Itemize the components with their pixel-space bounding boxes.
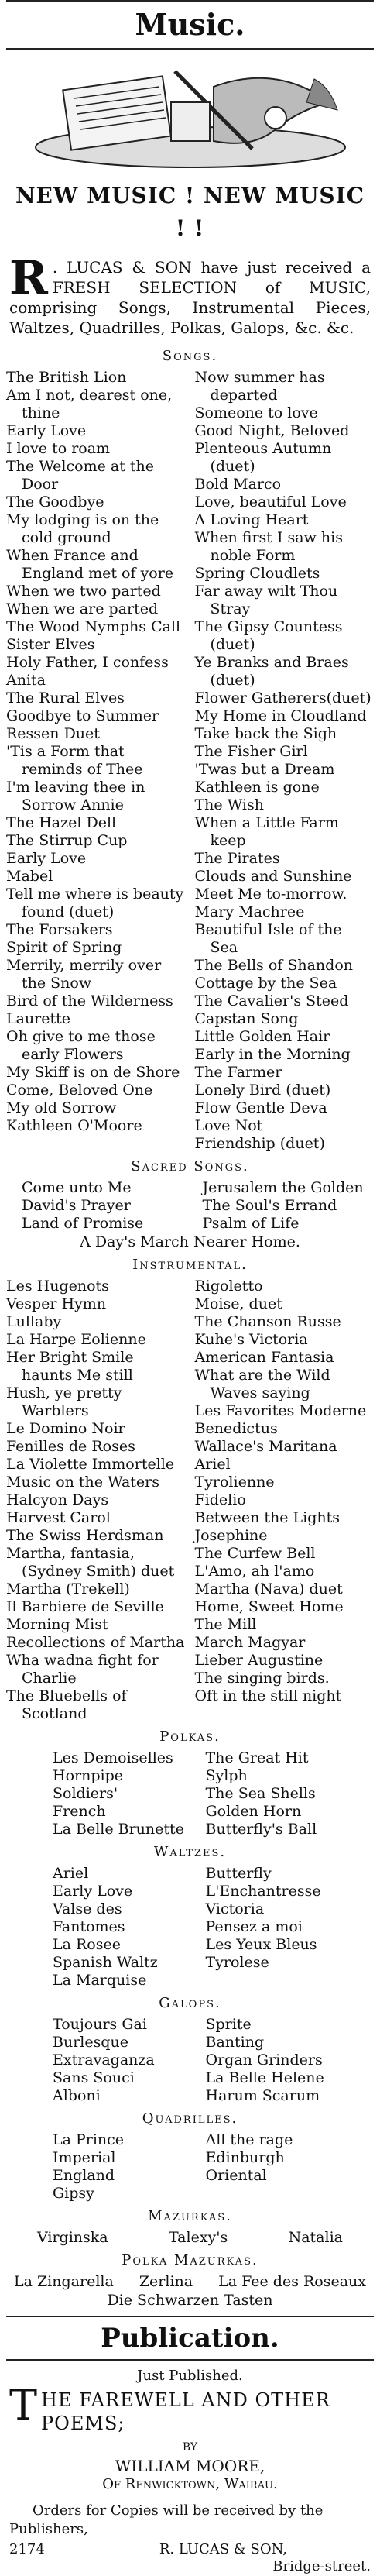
instrumental-right-column: [195, 1278, 375, 1723]
polkas-right-column: [206, 1749, 344, 1838]
list-item: Hush, ye pretty Warblers: [6, 1384, 122, 1419]
list-item: My Skiff is on de Shore: [6, 1064, 180, 1081]
list-item: Sprite: [205, 2016, 252, 2033]
heading-rule: [6, 48, 374, 50]
sacred-left-column: [22, 1179, 193, 1233]
list-item: American Fantasia: [194, 1349, 334, 1366]
list-item: A Loving Heart: [194, 511, 309, 528]
list-item: Recollections of Martha: [6, 1634, 185, 1651]
list-item: Ariel: [194, 1456, 231, 1473]
list-item: La Zingarella: [14, 2273, 114, 2290]
list-item: The Gipsy Countess (duet): [194, 618, 343, 653]
sacred-songs-list: [6, 1179, 374, 1233]
book-title: [9, 2381, 371, 2435]
list-item: Capstan Song: [194, 1010, 299, 1027]
list-item: Early Love: [6, 850, 87, 867]
list-item: L'Amo, ah l'amo: [194, 1563, 315, 1580]
list-item: Far away wilt Thou Stray: [194, 583, 338, 617]
list-item: When we are parted: [6, 600, 159, 617]
publisher-name: R. LUCAS & SON,: [159, 2541, 287, 2557]
list-item: Oft in the still night: [194, 1687, 342, 1704]
list-item: The Chanson Russe: [194, 1313, 341, 1330]
list-item: Take back the Sigh: [194, 725, 337, 742]
list-item: Holy Father, I confess: [6, 654, 169, 671]
list-item: Tyrolienne: [194, 1474, 275, 1491]
publication-heading: Publication.: [101, 2323, 279, 2354]
drop-cap: R: [9, 251, 48, 305]
list-item: Tell me where is beauty found (duet): [6, 886, 184, 920]
list-item: Lonely Bird (duet): [194, 1082, 331, 1099]
author-name: WILLIAM MOORE,: [115, 2457, 265, 2475]
list-item: The Wood Nymphs Call: [6, 618, 181, 635]
list-item: The Sea Shells: [205, 1785, 316, 1802]
list-item: Wallace's Maritana: [194, 1438, 337, 1455]
music-heading: Music.: [135, 7, 245, 42]
waltzes-heading: Waltzes.: [153, 1844, 227, 1860]
list-item: Moise, duet: [194, 1295, 282, 1312]
list-item: Now summer has departed: [194, 369, 325, 404]
list-item: Cottage by the Sea: [194, 975, 337, 992]
list-item: Kuhe's Victoria: [194, 1331, 308, 1348]
list-item: My Home in Cloudland: [194, 707, 367, 724]
list-item: Les Hugenots: [6, 1278, 109, 1295]
list-item: Clouds and Sunshine: [194, 868, 352, 885]
list-item: Oh give to me those early Flowers: [6, 1028, 156, 1063]
list-item: I love to roam: [6, 440, 111, 457]
list-item: Fidelio: [194, 1491, 246, 1508]
list-item: La Fee des Roseaux: [218, 2273, 366, 2290]
list-item: When we two parted: [6, 583, 161, 600]
list-item: Victoria: [205, 1900, 265, 1917]
quadrilles-right-column: [206, 2131, 344, 2203]
list-item: England: [53, 2167, 115, 2184]
list-item: Valse des Fantomes: [53, 1900, 125, 1935]
list-item: Meet Me to-morrow.: [194, 886, 347, 903]
waltzes-list: [6, 1865, 374, 1990]
list-item: Halcyon Days: [6, 1491, 109, 1508]
list-item: The Swiss Herdsman: [6, 1527, 164, 1544]
list-item: Natalia: [288, 2229, 343, 2246]
list-item: Beautiful Isle of the Sea: [194, 921, 342, 956]
list-item: Mary Machree: [194, 903, 305, 920]
list-item: Good Night, Beloved: [194, 422, 350, 439]
galops-right-column: [206, 2016, 344, 2105]
list-item: Come, Beloved One: [6, 1082, 153, 1099]
list-item: Spanish Waltz: [53, 1954, 158, 1971]
polka-mazurkas-list: [6, 2273, 374, 2291]
list-item: Extravaganza: [53, 2052, 155, 2069]
list-item: Jerusalem the Golden: [202, 1179, 364, 1196]
list-item: Tyrolese: [205, 1954, 269, 1971]
list-item: Zerlina: [139, 2273, 193, 2290]
list-item: Music on the Waters: [6, 1474, 159, 1491]
list-item: The singing birds.: [194, 1670, 330, 1687]
list-item: Fenilles de Roses: [6, 1438, 135, 1455]
list-item: Spring Cloudlets: [194, 565, 320, 582]
songs-list: [6, 369, 374, 1153]
list-item: The Stirrup Cup: [6, 832, 128, 849]
list-item: The Farmer: [194, 1064, 282, 1081]
just-published: Just Published.: [137, 2368, 243, 2384]
list-item: Kathleen O'Moore: [6, 1117, 142, 1134]
street-line: [9, 2557, 371, 2576]
sacred-last-item: A Day's March Nearer Home.: [80, 1233, 300, 1250]
list-item: The Mill: [194, 1616, 257, 1633]
list-item: Virginska: [37, 2229, 108, 2246]
list-item: Little Golden Hair: [194, 1028, 330, 1045]
list-item: Oriental: [205, 2167, 267, 2184]
list-item: Alboni: [53, 2087, 101, 2104]
list-item: Her Bright Smile haunts Me still: [6, 1349, 134, 1384]
list-item: Am I not, dearest one, thine: [6, 387, 173, 421]
polka-mazurkas-last: Die Schwarzen Tasten: [107, 2292, 273, 2309]
list-item: Sister Elves: [6, 636, 95, 653]
author-place: Of Renwicktown, Wairau.: [102, 2476, 278, 2492]
list-item: Early Love: [6, 422, 87, 439]
list-item: Land of Promise: [22, 1215, 144, 1232]
list-item: Pensez a moi: [205, 1918, 303, 1935]
new-music-banner: NEW MUSIC ! NEW MUSIC ! !: [15, 183, 365, 241]
list-item: Psalm of Life: [202, 1215, 300, 1232]
list-item: La Rosee: [53, 1936, 121, 1953]
publication-rule: [6, 2359, 374, 2361]
mazurkas-heading: Mazurkas.: [148, 2208, 232, 2224]
instrumental-left-column: [6, 1278, 186, 1723]
top-rule: [6, 0, 374, 2]
title-drop-cap: T: [9, 2381, 39, 2430]
list-item: David's Prayer: [22, 1197, 131, 1214]
list-item: 'Twas but a Dream: [194, 761, 335, 778]
list-item: Bold Marco: [194, 476, 282, 493]
list-item: Talexy's: [168, 2229, 228, 2246]
list-item: Flower Gatherers(duet): [194, 690, 371, 707]
polkas-heading: Polkas.: [159, 1728, 221, 1745]
list-item: Wha wadna fight for Charlie: [6, 1652, 159, 1687]
list-item: March Magyar: [194, 1634, 306, 1651]
list-item: The Curfew Bell: [194, 1545, 316, 1562]
list-item: Burlesque: [53, 2034, 128, 2051]
list-item: Between the Lights: [194, 1509, 341, 1526]
list-item: Soldiers': [53, 1785, 118, 1802]
mazurkas-list: [6, 2229, 374, 2247]
intro-paragraph: [9, 251, 371, 338]
instrumental-heading: Instrumental.: [132, 1257, 248, 1273]
list-item: The Forsakers: [6, 921, 113, 938]
list-item: Ressen Duet: [6, 725, 100, 742]
polkas-left-column: [53, 1749, 190, 1838]
list-item: Harvest Carol: [6, 1509, 111, 1526]
list-item: What are the Wild Waves saying: [194, 1367, 330, 1401]
list-item: Benedictus: [194, 1420, 278, 1437]
list-item: Early in the Morning: [194, 1046, 351, 1063]
list-item: Rigoletto: [194, 1278, 263, 1295]
publisher-line: [9, 2540, 371, 2559]
list-item: L'Enchantresse: [205, 1883, 321, 1900]
list-item: Merrily, merrily over the Snow: [6, 957, 162, 992]
list-item: Les Demoiselles: [53, 1749, 173, 1766]
list-item: Love Not: [194, 1117, 263, 1134]
galops-heading: Galops.: [159, 1995, 221, 2011]
list-item: Sans Souci: [53, 2069, 135, 2086]
list-item: Organ Grinders: [205, 2052, 323, 2069]
list-item: The Goodbye: [6, 494, 104, 511]
polkas-list: [6, 1749, 374, 1838]
waltzes-left-column: [53, 1865, 190, 1990]
list-item: Sylph: [205, 1767, 248, 1784]
list-item: The Hazel Dell: [6, 814, 117, 831]
songs-left-column: [6, 369, 186, 1153]
list-item: The Pirates: [194, 850, 280, 867]
list-item: 'Tis a Form that reminds of Thee: [6, 743, 143, 778]
list-item: La Marquise: [53, 1972, 147, 1989]
list-item: All the rage: [205, 2131, 293, 2148]
list-item: Ariel: [53, 1865, 89, 1882]
list-item: La Harpe Eolienne: [6, 1331, 146, 1348]
waltzes-right-column: [206, 1865, 344, 1990]
list-item: La Belle Brunette: [53, 1821, 184, 1838]
list-item: Mabel: [6, 868, 53, 885]
polka-mazurkas-heading: Polka Mazurkas.: [122, 2252, 258, 2268]
list-item: The Fisher Girl: [194, 743, 308, 760]
list-item: French: [53, 1803, 106, 1820]
music-instruments-illustration: [20, 56, 361, 172]
list-item: Golden Horn: [205, 1803, 302, 1820]
list-item: La Prince Imperial: [53, 2131, 125, 2166]
list-item: Le Domino Noir: [6, 1420, 125, 1437]
songs-heading: Songs.: [162, 348, 218, 364]
by-line: BY: [182, 2441, 198, 2454]
list-item: Flow Gentle Deva: [194, 1099, 327, 1116]
list-item: Kathleen is gone: [194, 779, 320, 796]
quadrilles-left-column: [53, 2131, 190, 2203]
list-item: Love, beautiful Love: [194, 494, 347, 511]
publisher-street: Bridge-street.: [272, 2558, 371, 2574]
sacred-songs-heading: Sacred Songs.: [131, 1158, 249, 1175]
list-item: Laurette: [6, 1010, 71, 1027]
list-item: When a Little Farm keep: [194, 814, 339, 849]
list-item: Come unto Me: [22, 1179, 132, 1196]
list-item: Butterfly: [205, 1865, 272, 1882]
list-item: Banting: [205, 2034, 265, 2051]
list-item: Harum Scarum: [205, 2087, 320, 2104]
list-item: The British Lion: [6, 369, 127, 386]
list-item: Josephine: [194, 1527, 268, 1544]
list-item: Someone to love: [194, 404, 318, 421]
publication-section: [6, 2319, 374, 2576]
list-item: Vesper Hymn: [6, 1295, 107, 1312]
list-item: Butterfly's Ball: [205, 1821, 317, 1838]
list-item: Edinburgh: [205, 2149, 285, 2166]
list-item: I'm leaving thee in Sorrow Annie: [6, 779, 145, 813]
list-item: The Welcome at the Door: [6, 458, 154, 493]
list-item: My lodging is on the cold ground: [6, 511, 159, 546]
orders-note: Orders for Copies will be received by the Publishers,: [9, 2502, 324, 2537]
list-item: Bird of the Wilderness: [6, 992, 173, 1009]
list-item: Goodbye to Summer: [6, 707, 159, 724]
list-item: The Bluebells of Scotland: [6, 1687, 127, 1722]
intro-text: . LUCAS & SON have just received a FRESH SELECTION of MUSIC, comprising Songs, Instrumental Pieces, Waltzes, Quadrilles, Polkas, Galops, &c. &c.: [9, 258, 371, 337]
list-item: The Great Hit: [205, 1749, 309, 1766]
list-item: Martha (Nava) duet: [194, 1580, 343, 1598]
list-item: My old Sorrow: [6, 1099, 117, 1116]
list-item: Martha, fantasia, (Sydney Smith) duet: [6, 1545, 175, 1580]
list-item: Morning Mist: [6, 1616, 108, 1633]
instrumental-list: [6, 1278, 374, 1723]
list-item: Spirit of Spring: [6, 939, 122, 956]
list-item: Plenteous Autumn (duet): [194, 440, 332, 475]
list-item: Friendship (duet): [194, 1135, 325, 1152]
songs-right-column: [195, 369, 375, 1153]
list-item: Lieber Augustine: [194, 1652, 324, 1669]
section-rule: [6, 2316, 374, 2317]
title-text: HE FAREWELL AND OTHER POEMS;: [41, 2389, 330, 2434]
galops-left-column: [53, 2016, 190, 2105]
quadrilles-list: [6, 2131, 374, 2203]
list-item: Hornpipe: [53, 1767, 123, 1784]
list-item: Early Love: [53, 1883, 133, 1900]
ad-number: 2174: [9, 2541, 45, 2557]
sacred-right-column: [203, 1179, 375, 1233]
list-item: Les Favorites Moderne: [194, 1402, 367, 1419]
list-item: The Soul's Errand: [202, 1197, 337, 1214]
list-item: Martha (Trekell): [6, 1580, 130, 1598]
list-item: Gipsy: [53, 2185, 94, 2202]
list-item: Lullaby: [6, 1313, 62, 1330]
list-item: Il Barbiere de Seville: [6, 1598, 164, 1615]
quadrilles-heading: Quadrilles.: [142, 2110, 238, 2127]
list-item: When first I saw his noble Form: [194, 529, 343, 564]
list-item: Les Yeux Bleus: [205, 1936, 317, 1953]
list-item: The Wish: [194, 796, 264, 813]
list-item: Home, Sweet Home: [194, 1598, 344, 1615]
list-item: The Rural Elves: [6, 690, 125, 707]
list-item: Toujours Gai: [53, 2016, 147, 2033]
list-item: Anita: [6, 672, 46, 689]
list-item: La Violette Immortelle: [6, 1456, 175, 1473]
galops-list: [6, 2016, 374, 2105]
list-item: Ye Branks and Braes (duet): [194, 654, 349, 689]
list-item: The Cavalier's Steed: [194, 992, 349, 1009]
list-item: The Bells of Shandon: [194, 957, 354, 974]
list-item: When France and England met of yore: [6, 547, 174, 582]
list-item: La Belle Helene: [205, 2069, 324, 2086]
